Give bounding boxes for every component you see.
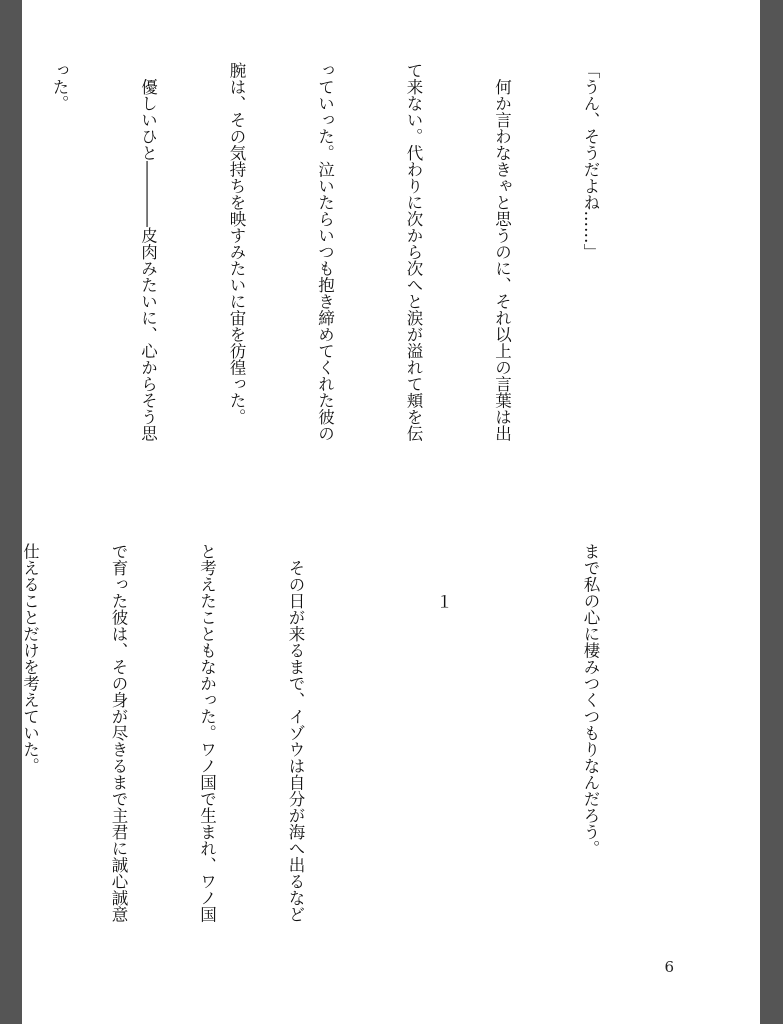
text-line: まで私の心に棲みつくつもりなんだろう。 — [581, 543, 600, 857]
text-line: で育った彼は、その身が尽きるまで主君に誠心誠意 — [109, 543, 128, 923]
text-line: て来ない。代わりに次から次へと涙が溢れて頬を伝 — [404, 62, 423, 442]
text-line: 仕えることだけを考えていた。 — [20, 543, 40, 774]
text-line: 優しいひと――――皮肉みたいに、心からそう思 — [138, 62, 158, 442]
text-line: 何か言わなきゃと思うのに、それ以上の言葉は出 — [492, 62, 512, 442]
lower-text-block — [0, 543, 664, 943]
text-line: 「うん、そうだよね……」 — [581, 62, 600, 260]
chapter-number: １ — [433, 593, 453, 610]
page-number: 6 — [664, 958, 674, 976]
text-line: と考えたこともなかった。ワノ国で生まれ、ワノ国 — [197, 543, 217, 923]
text-line: 腕は、その気持ちを映すみたいに宙を彷徨った。 — [227, 62, 246, 425]
upper-text-block — [0, 62, 664, 462]
text-line: っていった。泣いたらいつも抱き締めてくれた彼の — [315, 62, 335, 442]
text-line: った。 — [50, 62, 69, 112]
book-page — [22, 0, 760, 1024]
text-line: その日が来るまで、イゾウは自分が海へ出るなど — [286, 543, 305, 923]
